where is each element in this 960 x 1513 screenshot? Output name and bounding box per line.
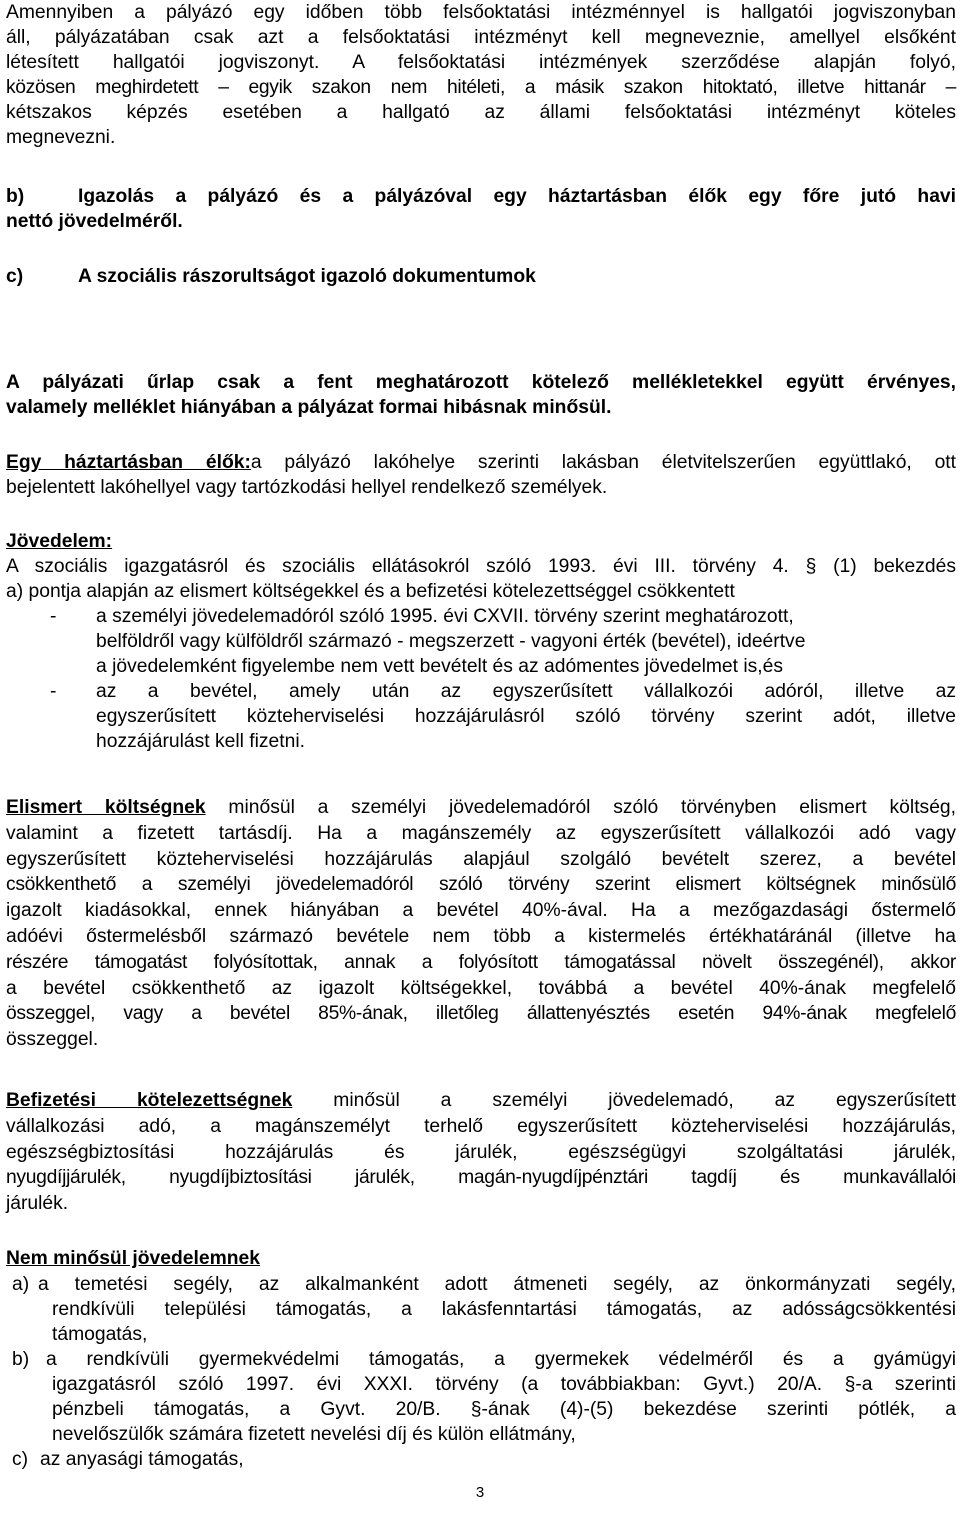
- list-marker: b): [12, 1348, 30, 1370]
- not-income-line: rendkívüli települési támogatás, a lakásfenntartási támogatás, az adósságcsökkentési: [52, 1298, 956, 1320]
- page-number: 3: [475, 1484, 485, 1501]
- payment-obligations-line: járulék.: [6, 1193, 69, 1215]
- validity-notice: [6, 370, 956, 420]
- validity-notice-line: A pályázati űrlap csak a fent meghatározott kötelező mellékletekkel együtt érvényes,: [6, 372, 956, 393]
- not-income-section: [6, 1246, 956, 1472]
- income-dash-line: egyszerűsített közteherviselési hozzájárulásról szóló törvény szerint adót, illetve: [96, 706, 956, 727]
- payment-obligations-definition: [6, 1088, 956, 1217]
- household-definition-text: a pályázó lakóhelye szerinti lakásban életvitelszerűen együttlakó, ott: [250, 452, 957, 473]
- intro-line: áll, pályázatában csak azt a felsőoktatási intézményt kell megneveznie, amellyel elsőként: [6, 27, 956, 48]
- not-income-item-a: [6, 1272, 956, 1347]
- not-income-line: igazgatásról szóló 1997. évi XXXI. törvény (a továbbiakban: Gyvt.) 20/A. §-a szerinti: [52, 1373, 956, 1395]
- recognized-costs-line: a bevétel csökkenthető az igazolt költségekkel, továbbá a bevétel 40%-ának megfelelő: [6, 977, 956, 999]
- income-dash-line: hozzájárulást kell fizetni.: [96, 731, 305, 752]
- not-income-item-b: [6, 1347, 956, 1447]
- list-marker: a): [12, 1273, 30, 1295]
- intro-paragraph: [6, 0, 956, 150]
- attachment-b-label: b): [6, 186, 25, 207]
- attachment-b: [6, 184, 956, 234]
- recognized-costs-line: csökkenthető a személyi jövedelemadóról szóló törvény szerint elismert költségnek minősülő: [6, 874, 956, 896]
- recognized-costs-text: minősül a személyi jövedelemadóról szóló törvényben elismert költség,: [228, 797, 956, 818]
- not-income-line: az anyasági támogatás,: [40, 1448, 244, 1470]
- income-definition: [6, 529, 956, 754]
- recognized-costs-definition: [6, 795, 956, 1053]
- not-income-line: nevelőszülők számára fizetett nevelési díj és külön ellátmány,: [52, 1423, 576, 1445]
- recognized-costs-line: egyszerűsített közteherviselési hozzájárulás alapjául szolgáló bevételt szerez, a bevétel: [6, 848, 956, 870]
- income-term: Jövedelem:: [6, 531, 113, 552]
- not-income-item-c: [6, 1447, 956, 1472]
- intro-line: kétszakos képzés esetében a hallgató az állami felsőoktatási intézményt köteles: [6, 102, 956, 123]
- recognized-costs-line: igazolt kiadásokkal, ennek hiányában a bevétel 40%-ával. Ha a mezőgazdasági őstermelő: [6, 900, 956, 922]
- intro-line: megnevezni.: [6, 127, 116, 148]
- recognized-costs-term: Elismert költségnek: [6, 797, 206, 818]
- attachment-c-label: c): [6, 266, 24, 287]
- payment-obligations-line: nyugdíjjárulék, nyugdíjbiztosítási járulék, magán-nyugdíjpénztári tagdíj és munkavállalói: [6, 1167, 956, 1189]
- payment-obligations-line: vállalkozási adó, a magánszemélyt terhelő egyszerűsített közteherviselési hozzájárulás,: [6, 1115, 956, 1137]
- payment-obligations-term: Befizetési kötelezettségnek: [6, 1090, 293, 1111]
- list-marker: c): [12, 1448, 29, 1470]
- not-income-line: pénzbeli támogatás, a Gyvt. 20/B. §-ának (4)-(5) bekezdése szerinti pótlék, a: [52, 1398, 956, 1420]
- household-definition: [6, 450, 956, 500]
- income-dash-line: az a bevétel, amely után az egyszerűsített vállalkozói adóról, illetve az: [96, 681, 956, 702]
- recognized-costs-line: részére támogatást folyósítottak, annak a folyósított támogatással növelt összegénél), akkor: [6, 951, 956, 973]
- income-dash-line: a személyi jövedelemadóról szóló 1995. évi CXVII. törvény szerint meghatározott,: [96, 606, 794, 627]
- household-term: Egy háztartásban élők:: [6, 452, 251, 473]
- attachment-c-text: A szociális rászorultságot igazoló dokumentumok: [78, 266, 536, 287]
- intro-line: létesített hallgatói jogviszonyt. A felsőoktatási intézmények szerződése alapján folyó,: [6, 52, 956, 73]
- attachment-b-text-cont: nettó jövedelméről.: [6, 211, 183, 232]
- income-dash-item: [46, 604, 956, 679]
- payment-obligations-text: minősül a személyi jövedelemadó, az egyszerűsített: [333, 1090, 956, 1111]
- income-dash-item: [46, 679, 956, 754]
- income-dash-line: a jövedelemként figyelembe nem vett bevételt és az adómentes jövedelmet is,és: [96, 656, 783, 677]
- recognized-costs-line: összeggel, vagy a bevétel 85%-ának, illetőleg állattenyésztés esetén 94%-ának megfelelő: [6, 1003, 956, 1025]
- dash-marker: -: [50, 606, 57, 627]
- not-income-line: támogatás,: [52, 1323, 148, 1345]
- household-definition-text-cont: bejelentett lakóhellyel vagy tartózkodási hellyel rendelkező személyek.: [6, 477, 608, 498]
- not-income-line: a temetési segély, az alkalmanként adott átmeneti segély, az önkormányzati segély,: [38, 1273, 956, 1295]
- recognized-costs-line: adóévi őstermelésből származó bevétele nem több a kistermelés értékhatáránál (illetve ha: [6, 925, 956, 947]
- validity-notice-line: valamely melléklet hiányában a pályázat formai hibásnak minősül.: [6, 397, 612, 418]
- attachment-c: [6, 264, 956, 289]
- not-income-line: a rendkívüli gyermekvédelmi támogatás, a gyermekek védelméről és a gyámügyi: [46, 1348, 956, 1370]
- dash-marker: -: [50, 681, 57, 702]
- income-dash-line: belföldről vagy külföldről származó - megszerzett - vagyoni érték (bevétel), ideértve: [96, 631, 806, 652]
- recognized-costs-line: valamint a fizetett tartásdíj. Ha a magánszemély az egyszerűsített vállalkozói adó vagy: [6, 822, 956, 844]
- recognized-costs-line: összeggel.: [6, 1029, 99, 1051]
- payment-obligations-line: egészségbiztosítási hozzájárulás és járulék, egészségügyi szolgáltatási járulék,: [6, 1141, 956, 1163]
- attachment-b-text: Igazolás a pályázó és a pályázóval egy háztartásban élők egy főre jutó havi: [78, 186, 956, 207]
- not-income-term: Nem minősül jövedelemnek: [6, 1248, 260, 1269]
- income-line: A szociális igazgatásról és szociális ellátásokról szóló 1993. évi III. törvény 4. § (1) bekezdés: [6, 556, 956, 577]
- intro-line: Amennyiben a pályázó egy időben több felsőoktatási intézménnyel is hallgatói jogviszonyban: [6, 2, 956, 23]
- intro-line: közösen meghirdetett – egyik szakon nem hitéleti, a másik szakon hitoktató, illetve hittanár –: [6, 77, 956, 98]
- income-line: a) pontja alapján az elismert költségekkel és a befizetési kötelezettséggel csökkentett: [6, 581, 735, 602]
